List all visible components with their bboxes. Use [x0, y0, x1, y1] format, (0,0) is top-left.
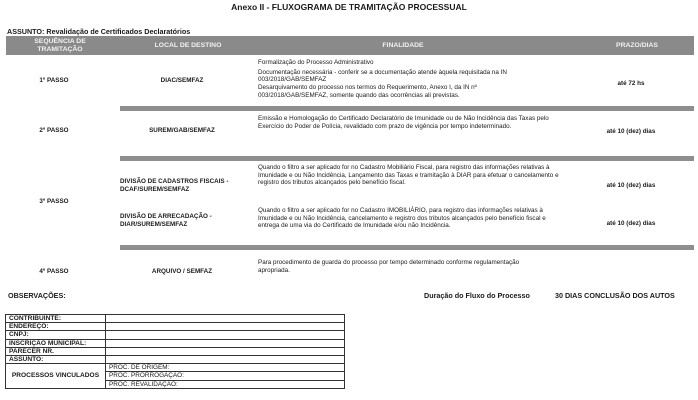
step-3b-local: DIVISÃO DE ARRECADAÇÃO - DIAR/SUREM/SEMFAZ [120, 213, 212, 228]
proc-revalidacao-label: PROC. REVALIDAÇÃO: [109, 380, 178, 388]
document-title: Anexo II - FLUXOGRAMA DE TRAMITAÇÃO PROCESSUAL [231, 2, 467, 12]
header-sequencia: SEQUÊNCIA DE TRAMITAÇÃO [34, 38, 86, 53]
assunto-label: ASSUNTO: [6, 356, 106, 364]
step-1-local: DIAC/SEMFAZ [160, 77, 204, 84]
proc-origem-label: PROC. DE ORIGEM: [109, 364, 170, 372]
observacoes-label: OBSERVAÇÕES: [8, 291, 66, 300]
contribuinte-label: CONTRIBUINTE: [6, 315, 106, 323]
step-2-label: 2º PASSO [39, 127, 69, 134]
processos-vinculados-label: PROCESSOS VINCULADOS [6, 364, 106, 389]
step-4-label: 4º PASSO [39, 268, 69, 275]
step-3-label: 3º PASSO [39, 198, 69, 205]
header-prazo: PRAZO/DIAS [616, 41, 658, 49]
step-1-finalidade-line: Formalização do Processo Administrativo [258, 59, 374, 66]
subject-line: ASSUNTO: Revalidação de Certificados Declaratórios [7, 27, 191, 36]
proc-prorrogacao-field[interactable] [106, 372, 345, 380]
proc-origem-field[interactable] [106, 364, 345, 372]
row-separator [120, 156, 694, 161]
cnpj-label: CNPJ: [6, 331, 106, 339]
step-3a-finalidade: Quando o filtro a ser aplicado for no Cadastro Mobiliário Fiscal, para registro das informações relativas à Imunidade e ou Não Incidência, Lançamento das Taxas e tramitação à DIAR para efetuar o cancelamento e registro dos tributos alcançados pelo benefício fiscal. [258, 164, 559, 187]
step-1-prazo: até 72 hs [617, 80, 645, 87]
step-1-finalidade-line: Documentação necessária - conferir se a documentação atende àquela requisitada na IN 003/2018/GAB/SEMFAZ [258, 68, 507, 84]
step-1-label: 1º PASSO [39, 77, 69, 84]
assunto-field[interactable] [106, 356, 345, 364]
process-info-form [5, 314, 345, 389]
proc-prorrogacao-label: PROC. PRORROGAÇÃO: [109, 372, 184, 380]
parecer-field[interactable] [106, 347, 345, 355]
step-3b-prazo: até 10 (dez) dias [606, 220, 656, 227]
proc-revalidacao-field[interactable] [106, 380, 345, 388]
step-2-local: SUREM/GAB/SEMFAZ [149, 127, 215, 134]
table-header [6, 36, 694, 55]
step-1-finalidade [258, 59, 548, 100]
header-finalidade: FINALIDADE [382, 41, 424, 49]
inscricao-field[interactable] [106, 339, 345, 347]
endereco-label: ENDEREÇO: [6, 323, 106, 331]
step-3a-prazo: até 10 (dez) dias [606, 182, 656, 189]
inscricao-label: INSCRIÇÃO MUNICIPAL: [6, 339, 106, 347]
cnpj-field[interactable] [106, 331, 345, 339]
parecer-label: PARECER NR. [6, 347, 106, 355]
row-separator [120, 245, 694, 250]
row-separator [120, 106, 694, 111]
step-2-prazo: até 10 (dez) dias [606, 128, 656, 135]
step-4-local: ARQUIVO / SEMFAZ [151, 268, 213, 275]
step-3b-finalidade: Quando o filtro a ser aplicado for no Cadastro IMOBILIÁRIO, para registro das informações relativas à Imunidade e ou Não Incidência, cancelamento e registro dos tributos alcançados pelo benefício fiscal e entrega de uma via do Certificado de Imunidade e/ou não Incidência. [258, 207, 546, 230]
step-1-finalidade-line: Desarquivamento do processo nos termos do Requerimento, Anexo I, da IN nº 003/2018/GAB/SEMFAZ, somente quando das ocorrências ali previstas. [258, 84, 477, 99]
duracao-label: Duração do Fluxo do Processo [424, 291, 530, 300]
endereco-field[interactable] [106, 323, 345, 331]
step-2-finalidade: Emissão e Homologação do Certificado Declaratório de Imunidade ou de Não Incidência das Taxas pelo Exercício do Poder de Polícia, revalidado com prazo de vigência por tempo indeterminado. [258, 115, 549, 130]
step-4-finalidade: Para procedimento de guarda do processo por tempo determinado conforme regulamentação apropriada. [258, 259, 520, 274]
header-local: LOCAL DE DESTINO [154, 41, 222, 49]
duracao-value: 30 DIAS CONCLUSÃO DOS AUTOS [555, 291, 675, 300]
step-3a-local: DIVISÃO DE CADASTROS FISCAIS - DCAF/SUREM/SEMFAZ [120, 178, 229, 193]
contribuinte-field[interactable] [106, 315, 345, 323]
